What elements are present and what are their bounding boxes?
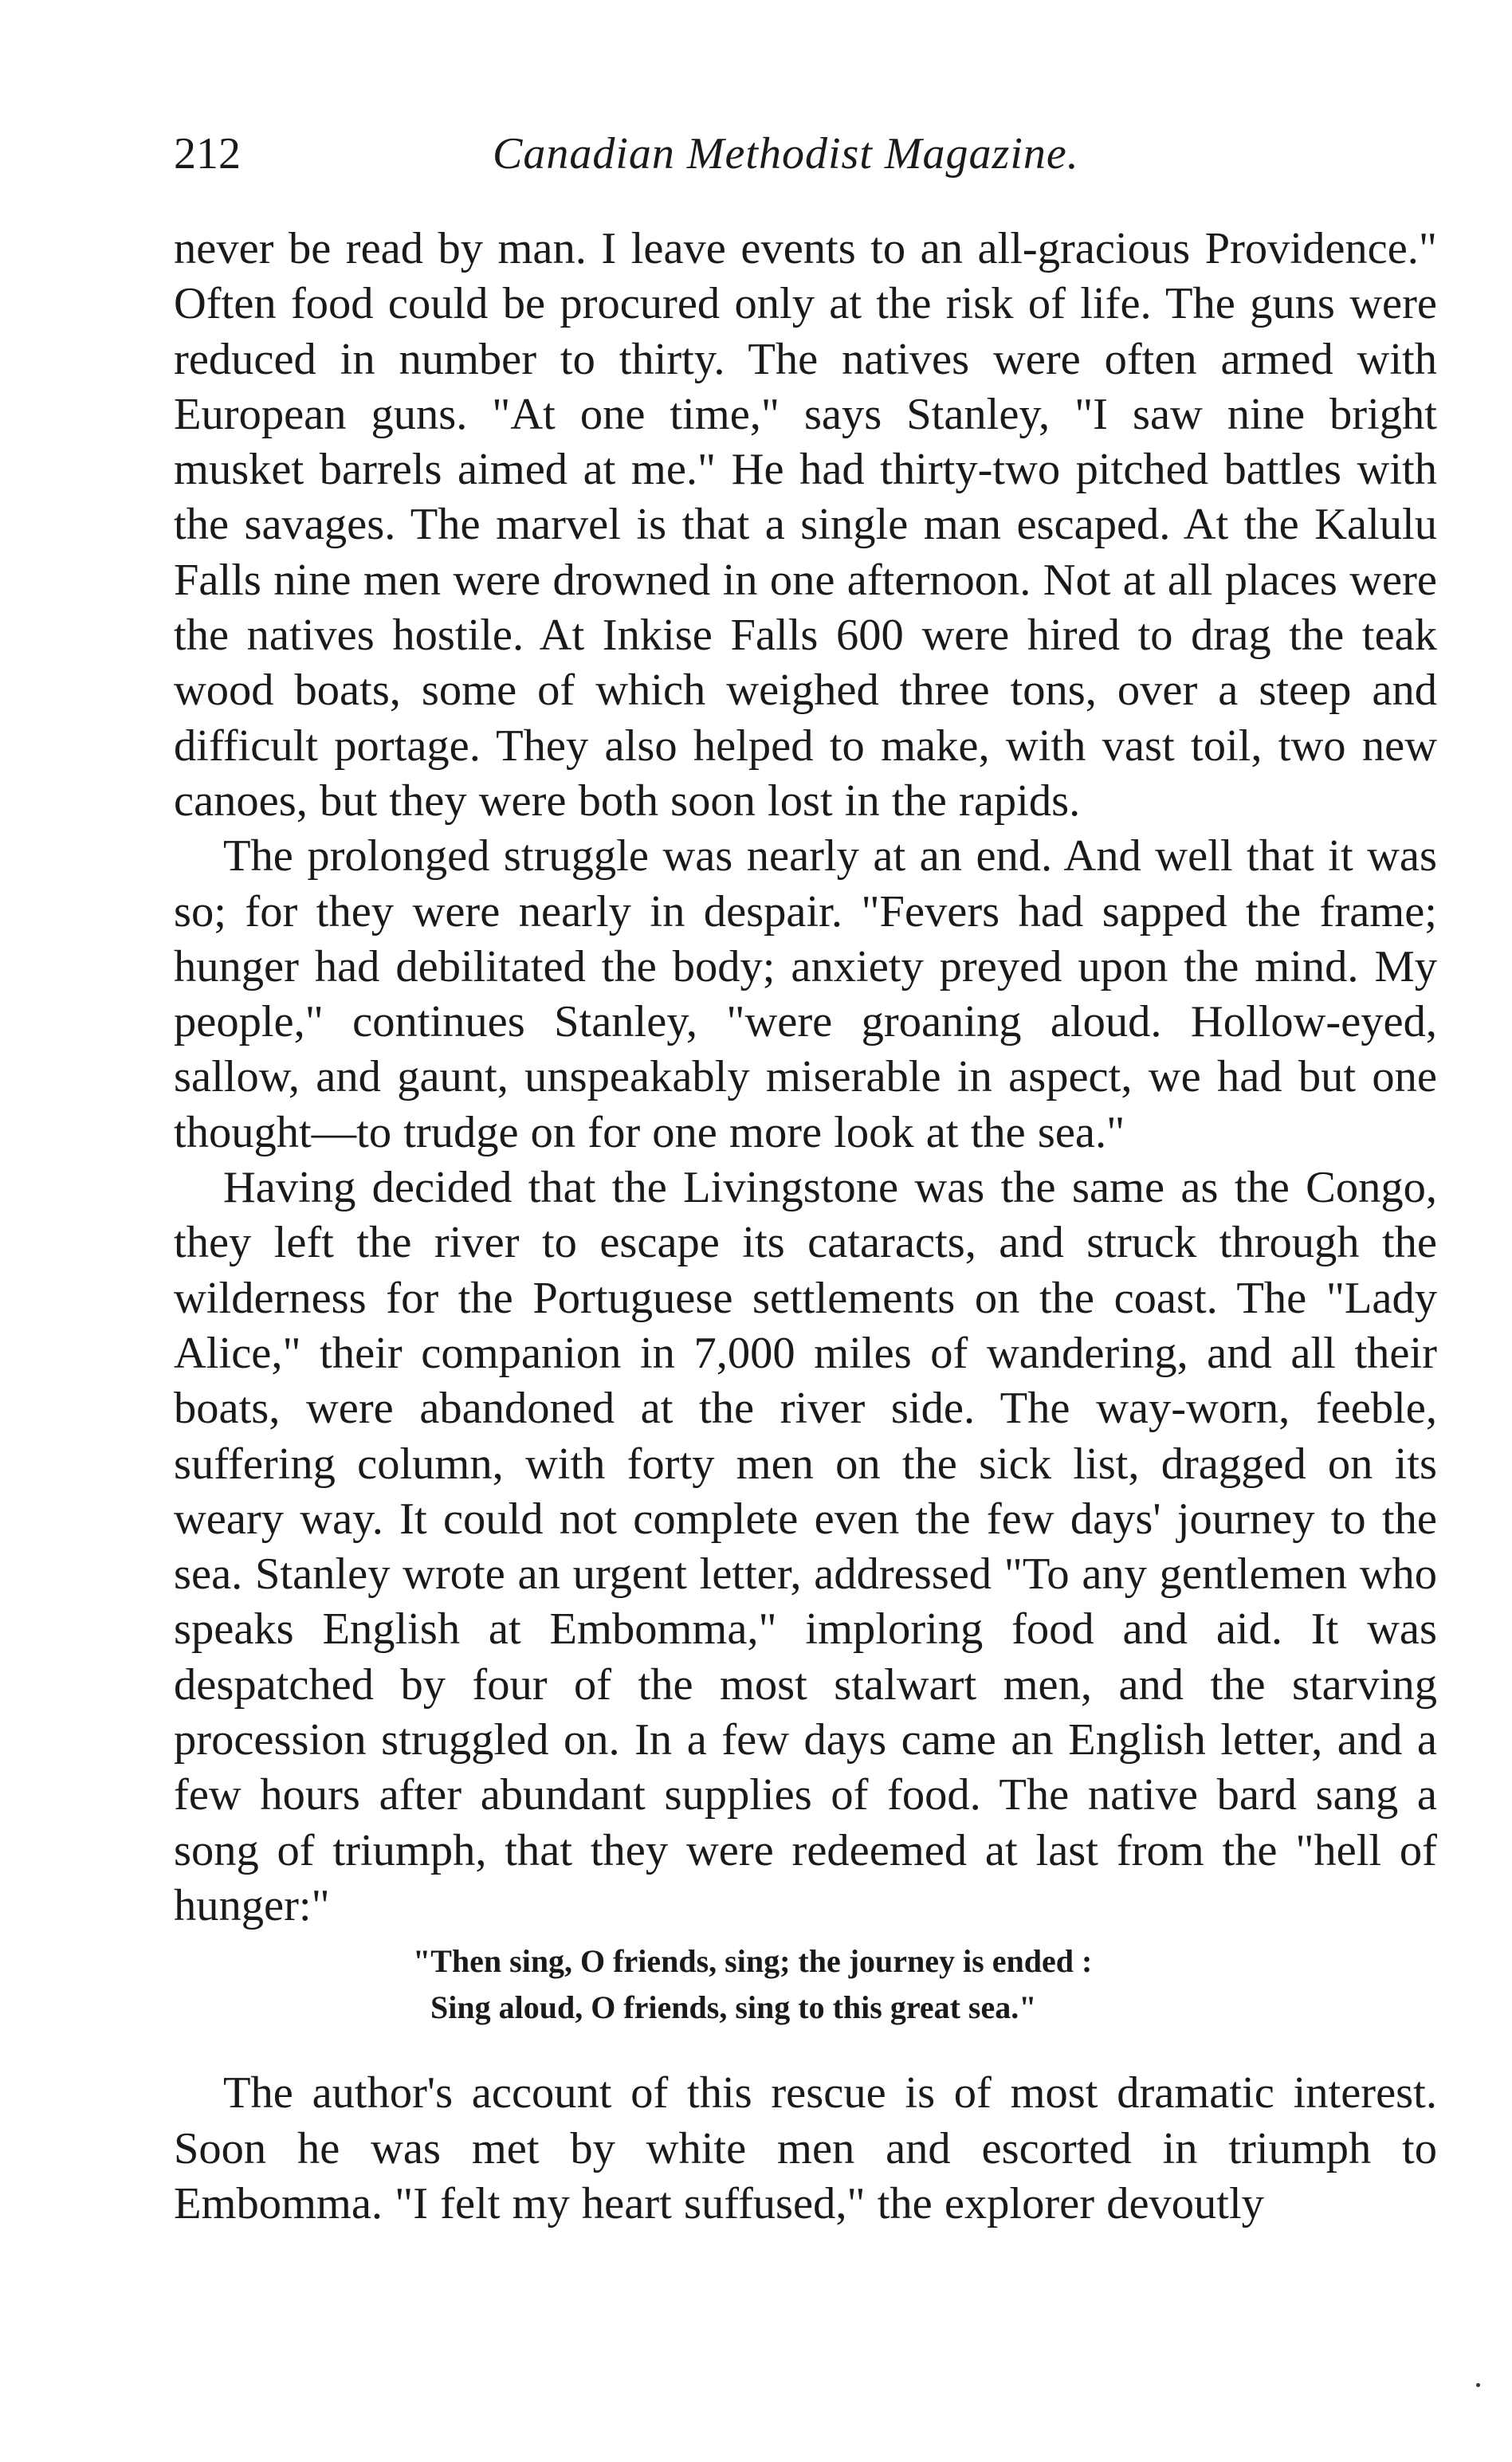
verse-quote: [413, 1938, 1437, 2031]
print-speck: [1476, 2383, 1480, 2387]
verse-line-1: "Then sing, O friends, sing; the journey is ended :: [413, 1943, 1093, 1980]
running-title: Canadian Methodist Magazine.: [493, 129, 1079, 179]
paragraph-3: Having decided that the Livingstone was the same as the Congo, they left the river to escape its cataracts, and struck through the wilderness for the Portuguese settlements on the coast. The "Lady Alice," their companion in 7,000 miles of wandering, and all their boats, were abandoned at the river side. The way-worn, feeble, suffering column, with forty men on the sick list, dragged on its weary way. It could not complete even the few days' journey to the sea. Stanley wrote an urgent letter, addressed "To any gentlemen who speaks English at Embomma," imploring food and aid. It was despatched by four of the most stalwart men, and the starving procession struggled on. In a few days came an English letter, and a few hours after abundant supplies of food. The native bard sang a song of triumph, that they were redeemed at last from the "hell of hunger:": [174, 1163, 1437, 1930]
paragraph-2: The prolonged struggle was nearly at an end. And well that it was so; for they were nearly in despair. "Fevers had sapped the frame; hunger had debilitated the body; anxiety preyed upon the mind. My people," continues Stanley, "were groaning aloud. Hollow-eyed, sallow, and gaunt, unspeakably miserable in aspect, we had but one thought—to trudge on for one more look at the sea.": [174, 831, 1437, 1157]
verse-line-2: Sing aloud, O friends, sing to this great sea.": [430, 1989, 1037, 2026]
page-number: 212: [174, 129, 241, 179]
page-header: [174, 126, 1449, 190]
paragraph-4: The author's account of this rescue is of most dramatic interest. Soon he was met by white men and escorted in triumph to Embomma. "I felt my heart suffused," the explorer devoutly: [174, 2068, 1437, 2228]
body-text: [174, 222, 1437, 2232]
paragraph-1: never be read by man. I leave events to an all-gracious Providence." Often food could be procured only at the risk of life. The guns were reduced in number to thirty. The natives were often armed with European guns. "At one time," says Stanley, "I saw nine bright musket barrels aimed at me." He had thirty-two pitched battles with the savages. The marvel is that a single man escaped. At the Kalulu Falls nine men were drowned in one afternoon. Not at all places were the natives hostile. At Inkise Falls 600 were hired to drag the teak wood boats, some of which weighed three tons, over a steep and difficult portage. They also helped to make, with vast toil, two new canoes, but they were both soon lost in the rapids.: [174, 224, 1437, 826]
